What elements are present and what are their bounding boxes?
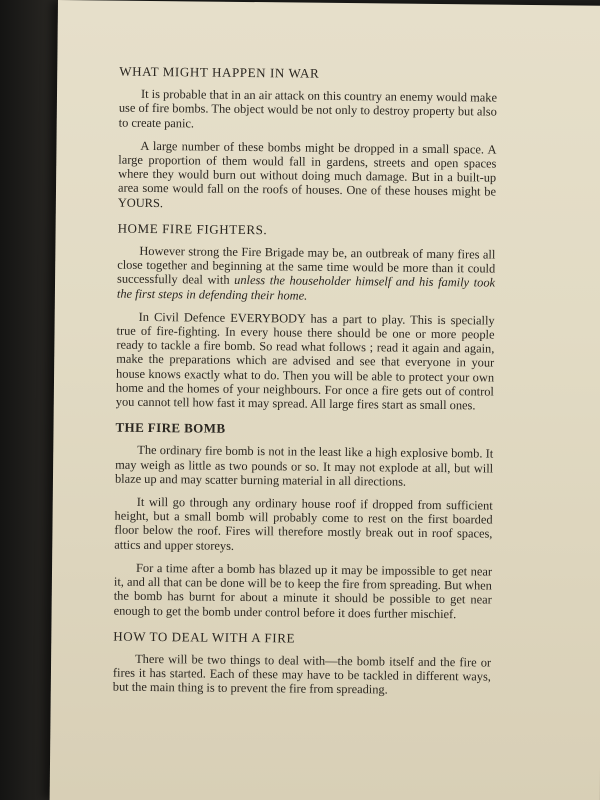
paragraph: It is probable that in an air attack on this country an enemy would make use of fire bombs. The object would be not only to destroy property but also to create panic. [118, 87, 498, 131]
paragraph: For a time after a bomb has blazed up it may be impossible to get near it, and all that can be done will be to keep the fire from spreading. But when the bomb has burnt for about a minute it should be possible to get near enough to get the bomb under control before it does further mischief. [113, 560, 493, 621]
section-heading: HOW TO DEAL WITH A FIRE [113, 628, 296, 646]
paragraph: It will go through any ordinary house roof if dropped from sufficient height, but a small bomb will probably come to rest on the first boarded floor below the roof. Fires will therefore mostly break out in roof spaces, attics and upper storeys. [114, 494, 493, 553]
section-how-to-deal [113, 629, 492, 698]
section-what-might-happen [118, 65, 497, 214]
section-heading: HOME FIRE FIGHTERS. [117, 220, 268, 238]
page-content [113, 61, 498, 710]
paragraph-italic-text: unless the householder himself and his family took the first steps in defending their home. [116, 273, 496, 303]
paragraph: In Civil Defence EVERYBODY has a part to play. This is specially true of fire-fighting. In every house there should be one or more people ready to tackle a fire bomb. So read what follows ; read it again and again, make the preparations which are advised and see that everyone in your house knows exactly what to do. Then you will be able to protect your own home and the homes of your neighbours. For once a fire gets out of control you cannot tell how fast it may spread. All large fires start as small ones. [115, 309, 495, 413]
section-heading: THE FIRE BOMB [115, 419, 226, 437]
paragraph [117, 244, 496, 305]
paragraph: A large number of these bombs might be dropped in a small space. A large proportion of them would fall in gardens, streets and open spaces where they would burn out without doing much damage. But in a built-up area some would fall on the roofs of houses. One of these houses might be YOURS. [117, 138, 497, 210]
paragraph-text: However strong the Fire Brigade may be, an outbreak of many fires all close together and beginning at the same time would be more than it could successfully deal with [117, 243, 496, 288]
section-the-fire-bomb [114, 421, 494, 621]
paragraph: The ordinary fire bomb is not in the least like a high explosive bomb. It may weigh as little as two pounds or so. It may not explode at all, but will blaze up and may scatter burning material in all directions. [114, 443, 494, 489]
leaflet-page [50, 0, 600, 800]
section-heading: WHAT MIGHT HAPPEN IN WAR [119, 63, 320, 81]
paragraph: There will be two things to deal with—the bomb itself and the fire or fires it has started. Each of these may have to be tackled in different ways, but the main thing is to prevent the fire from spreading. [112, 651, 492, 697]
section-home-fire-fighters [116, 221, 496, 412]
